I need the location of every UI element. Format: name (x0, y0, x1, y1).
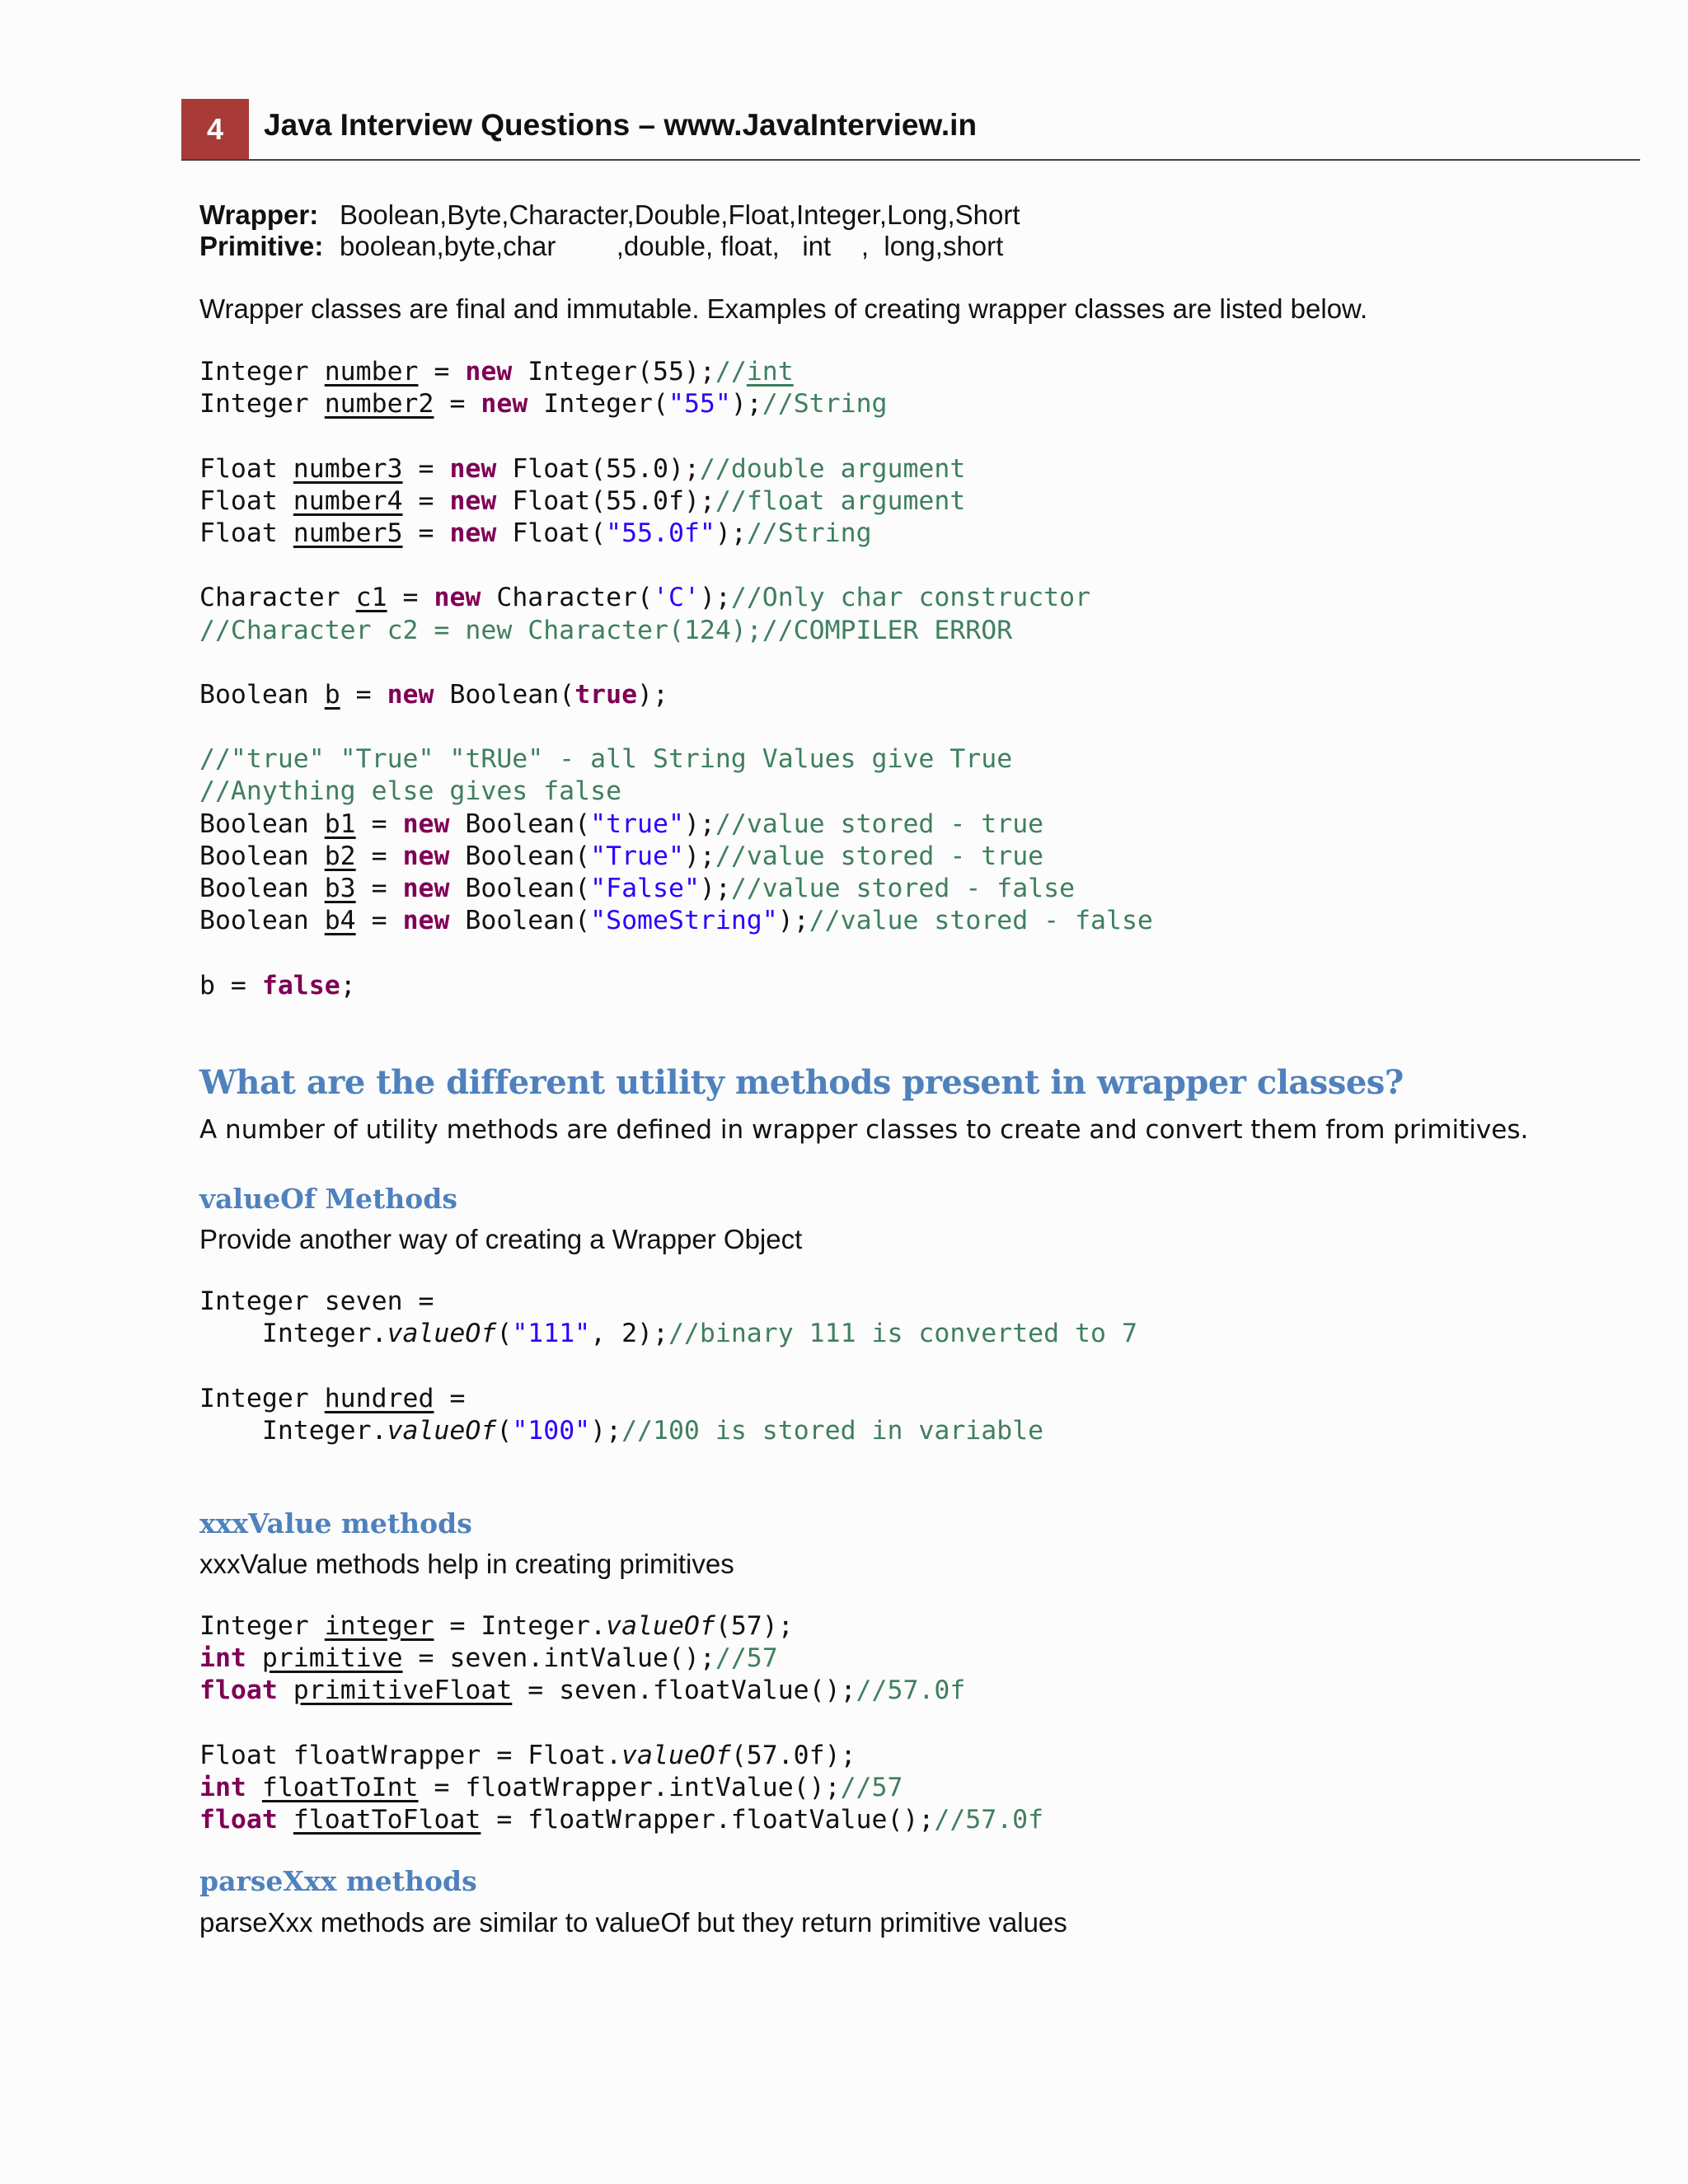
code-token: Float(55.0); (496, 453, 700, 484)
code-token: Float(55.0f); (496, 485, 715, 516)
code-token: Boolean (199, 906, 325, 936)
code-blank-line (199, 711, 1153, 743)
code-token: number3 (293, 453, 403, 484)
code-token: primitive (261, 1643, 403, 1674)
code-token: new (387, 679, 434, 710)
wrapper-row (199, 199, 1020, 231)
code-line (199, 776, 1153, 808)
code-line (199, 485, 1153, 518)
code-token: = (434, 1383, 466, 1413)
code-token: Float (199, 485, 293, 516)
code-token: new (402, 906, 450, 936)
code-token: false (261, 970, 340, 1001)
code-token: ); (683, 808, 715, 839)
code-token: Boolean( (434, 679, 575, 710)
code-token: ; (340, 970, 356, 1001)
xxxvalue-heading: xxxValue methods (199, 1507, 472, 1540)
primitive-label: Primitive: (199, 231, 324, 261)
code-token: new (449, 485, 497, 516)
code-token: b4 (324, 906, 356, 936)
code-token: int (746, 357, 794, 387)
valueof-heading: valueOf Methods (199, 1183, 457, 1215)
code-token: valueOf (621, 1740, 731, 1770)
code-token: Character (199, 583, 356, 613)
code-line (199, 1675, 1043, 1707)
code-token: number4 (293, 485, 403, 516)
code-token: = (418, 357, 466, 387)
code-token: //57.0f (856, 1675, 966, 1706)
section-heading: What are the different utility methods present in wrapper classes? (199, 1063, 1404, 1102)
code-token: = (340, 679, 387, 710)
code-token: "55" (668, 389, 731, 419)
code-token: //57 (840, 1772, 903, 1802)
code-token: ( (496, 1319, 513, 1349)
code-token: new (402, 874, 450, 903)
code-blank-line (199, 647, 1153, 679)
page-number-badge: 4 (181, 99, 249, 159)
code-token: ); (777, 906, 809, 936)
code-token: number2 (324, 389, 434, 419)
code-token (246, 1773, 262, 1802)
code-blank-line (199, 1350, 1137, 1382)
code-block-xxxvalue (199, 1610, 1043, 1836)
code-token: Integer (199, 1383, 325, 1413)
code-token: "true" (590, 808, 684, 839)
code-token (278, 1675, 293, 1705)
code-line (199, 1772, 1043, 1804)
code-token: new (481, 389, 528, 419)
code-line (199, 1804, 1043, 1836)
code-token: "55.0f" (606, 518, 715, 548)
code-token: number (324, 357, 419, 387)
code-line (199, 841, 1153, 873)
code-line (199, 356, 1153, 388)
code-token: Boolean (199, 808, 325, 839)
code-token: //"true" "True" "tRUe" - all String Values give True (199, 744, 1013, 775)
code-token: Boolean (199, 841, 325, 871)
code-token: b2 (324, 841, 356, 871)
code-token (278, 1805, 293, 1835)
code-line (199, 1286, 1137, 1318)
code-token: Integer (199, 389, 325, 419)
code-token: //100 is stored in variable (621, 1415, 1044, 1446)
code-token: //value stored - false (809, 906, 1153, 936)
code-token (246, 1643, 262, 1673)
code-token: float (199, 1805, 278, 1835)
code-line (199, 1383, 1137, 1415)
code-token: b3 (324, 874, 356, 903)
code-token: b1 (324, 808, 356, 839)
code-token: new (402, 808, 450, 839)
code-token: ); (683, 841, 715, 871)
code-token: = (355, 841, 403, 871)
code-token: = (402, 485, 450, 516)
code-token: floatToInt (261, 1772, 419, 1802)
code-token: = (402, 453, 450, 484)
code-token: = (434, 389, 481, 419)
xxxvalue-paragraph: xxxValue methods help in creating primitives (199, 1549, 734, 1579)
code-token: "True" (590, 841, 684, 871)
code-token: b = (199, 970, 262, 1001)
code-token: "False" (590, 874, 700, 903)
code-token: //57.0f (934, 1805, 1044, 1835)
code-token: Boolean( (449, 874, 591, 903)
code-token: (57.0f); (730, 1740, 856, 1770)
code-token: valueOf (606, 1611, 715, 1641)
valueof-paragraph: Provide another way of creating a Wrapper Object (199, 1224, 803, 1254)
wrapper-label: Wrapper: (199, 199, 319, 230)
code-line (199, 453, 1153, 485)
code-token: (57); (715, 1611, 794, 1641)
code-token: new (449, 518, 497, 548)
code-block-valueof (199, 1286, 1137, 1447)
code-line (199, 388, 1153, 420)
code-token: new (402, 841, 450, 871)
code-token: //value stored - true (715, 841, 1044, 871)
code-token: Float (199, 518, 293, 548)
code-token: //57 (715, 1643, 778, 1674)
code-token: Integer. (199, 1415, 387, 1446)
code-token: Float floatWrapper = Float. (199, 1740, 622, 1770)
code-line (199, 1415, 1137, 1447)
code-token: "SomeString" (590, 906, 778, 936)
code-token: c1 (355, 583, 387, 613)
code-token: = (387, 583, 434, 613)
code-token: Boolean( (449, 906, 591, 936)
header-divider (181, 159, 1640, 161)
code-token: Boolean (199, 679, 325, 710)
code-token: 'C' (653, 583, 700, 613)
code-token: Integer seven = (199, 1286, 434, 1316)
parsexxx-paragraph: parseXxx methods are similar to valueOf but they return primitive values (199, 1907, 1067, 1938)
code-token: //float argument (715, 485, 966, 516)
code-line (199, 1740, 1043, 1772)
code-token: //Character c2 = new Character(124);//COMPILER ERROR (199, 615, 1013, 645)
code-token: = Integer. (434, 1611, 607, 1641)
code-token: Integer(55); (512, 357, 715, 387)
code-token: new (465, 357, 513, 387)
code-token: //value stored - false (730, 874, 1076, 903)
code-token: //binary 111 is converted to 7 (668, 1319, 1137, 1349)
code-token: Integer( (528, 389, 668, 419)
code-token: //String (746, 518, 872, 548)
code-blank-line (199, 550, 1153, 582)
code-token: Character( (481, 583, 654, 613)
code-token: valueOf (387, 1319, 497, 1349)
code-line (199, 1643, 1043, 1675)
code-token: ); (590, 1415, 622, 1446)
page-header-title: Java Interview Questions – www.JavaInterview.in (264, 108, 978, 142)
code-token: = floatWrapper.intValue(); (418, 1772, 841, 1802)
code-token: //String (762, 389, 888, 419)
code-token: float (199, 1675, 278, 1706)
code-token: hundred (324, 1383, 434, 1413)
code-token: new (449, 453, 497, 484)
code-token: integer (324, 1611, 434, 1641)
code-token: ); (715, 518, 747, 548)
code-line (199, 1610, 1043, 1643)
code-blank-line (199, 937, 1153, 969)
code-token: int (199, 1643, 246, 1674)
code-token: valueOf (387, 1415, 497, 1446)
code-token: Integer. (199, 1319, 387, 1349)
code-token: floatToFloat (293, 1805, 481, 1835)
code-token: ); (699, 874, 731, 903)
code-token: new (434, 583, 481, 613)
primitive-row (199, 230, 1003, 262)
code-token: = floatWrapper.floatValue(); (481, 1805, 935, 1835)
code-token: ); (730, 389, 762, 419)
code-token: int (199, 1772, 246, 1802)
code-token: = seven.floatValue(); (512, 1675, 856, 1706)
code-line (199, 1318, 1137, 1350)
code-token: = (355, 874, 403, 903)
code-line (199, 679, 1153, 711)
wrapper-values: Boolean,Byte,Character,Double,Float,Integer,Long,Short (340, 199, 1020, 230)
code-line (199, 743, 1153, 776)
code-token: = (402, 518, 450, 548)
code-token: = seven.intValue(); (402, 1643, 715, 1674)
code-line (199, 808, 1153, 841)
code-blank-line (199, 1708, 1043, 1740)
code-token: //value stored - true (715, 808, 1044, 839)
code-token: Boolean( (449, 808, 591, 839)
code-token: Integer (199, 357, 325, 387)
code-token: ); (637, 679, 668, 710)
code-line (199, 518, 1153, 550)
code-token: , 2); (590, 1319, 668, 1349)
code-token: Float( (496, 518, 607, 548)
code-token: = (355, 906, 403, 936)
code-blank-line (199, 420, 1153, 452)
primitive-values: boolean,byte,char ,double, float, int , long,short (340, 231, 1004, 261)
code-token: primitiveFloat (293, 1675, 513, 1706)
code-block-wrapper-creation (199, 356, 1153, 1002)
code-token: true (574, 679, 638, 710)
code-line (199, 905, 1153, 937)
code-line (199, 615, 1153, 647)
code-token: Float (199, 453, 293, 484)
code-token: Boolean (199, 874, 325, 903)
code-token: ( (496, 1415, 513, 1446)
parsexxx-heading: parseXxx methods (199, 1865, 477, 1897)
code-line (199, 582, 1153, 614)
code-token: //Anything else gives false (199, 776, 622, 807)
code-token: //Only char constructor (730, 583, 1091, 613)
code-line (199, 873, 1153, 905)
section-paragraph: A number of utility methods are defined in wrapper classes to create and convert them from primitives. (199, 1115, 1529, 1145)
code-token: Boolean( (449, 841, 591, 871)
code-token: number5 (293, 518, 403, 548)
code-token: "111" (512, 1319, 591, 1349)
code-line (199, 970, 1153, 1002)
code-token: "100" (512, 1415, 591, 1446)
code-token: = (355, 808, 403, 839)
code-token: b (324, 679, 340, 710)
code-token: //double argument (699, 453, 966, 484)
intro-paragraph: Wrapper classes are final and immutable. Examples of creating wrapper classes are listed below. (199, 293, 1368, 324)
code-token: Integer (199, 1611, 325, 1641)
code-token: ); (699, 583, 731, 613)
code-token: // (715, 357, 747, 387)
